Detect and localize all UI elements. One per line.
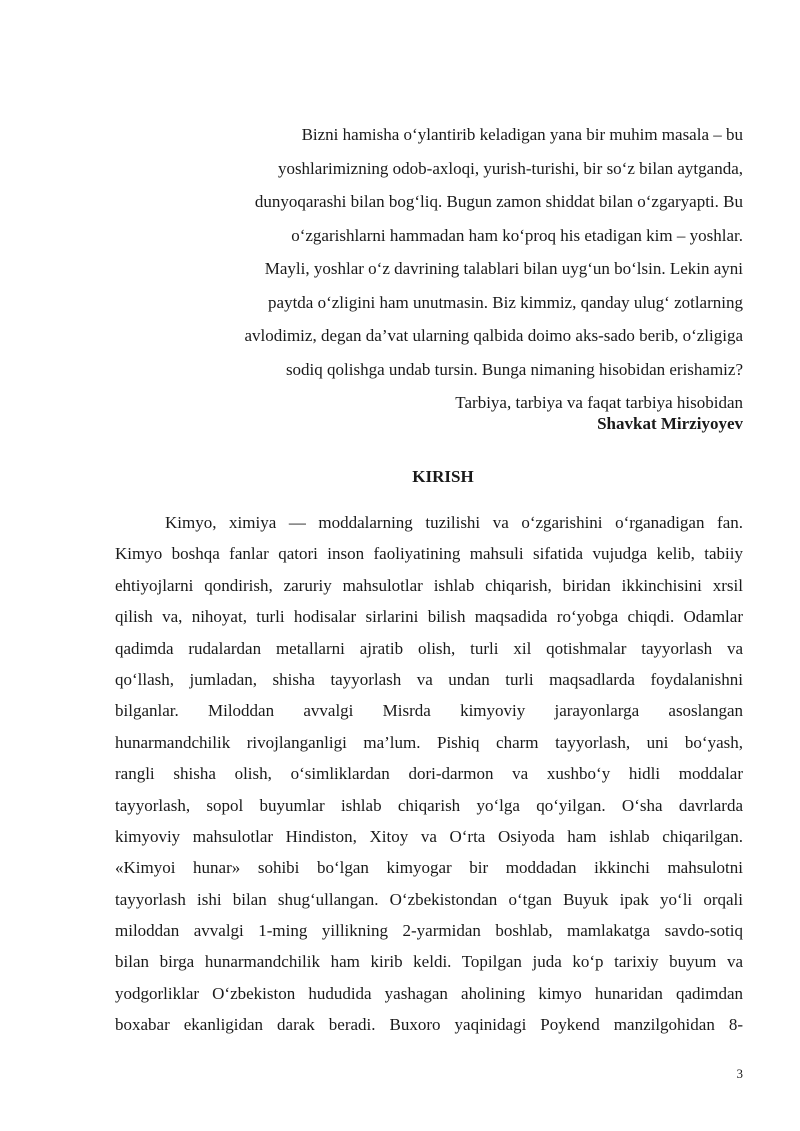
section-body [115, 507, 743, 1041]
epigraph-author: Shavkat Mirziyoyev [597, 414, 743, 433]
body-line: qo‘llash, jumladan, shisha tayyorlash va undan turli maqsadlarda foydalanishni [115, 669, 743, 689]
body-line: Kimyo, ximiya — moddalarning tuzilishi va o‘zgarishini o‘rganadigan fan. [165, 513, 743, 532]
body-line: hunarmandchilik rivojlanganligi ma’lum. Pishiq charm tayyorlash, uni bo‘yash, [115, 732, 743, 752]
body-line: Kimyo boshqa fanlar qatori inson faoliyatining mahsuli sifatida vujudga kelib, tabiiy [115, 544, 743, 564]
body-line: «Kimyoi hunar» sohibi bo‘lgan kimyogar bir moddadan ikkinchi mahsulotni [115, 858, 743, 878]
body-line: tayyorlash ishi bilan shug‘ullangan. O‘zbekistondan o‘tgan Buyuk ipak yo‘li orqali [115, 889, 743, 909]
epigraph-line: Bizni hamisha o‘ylantirib keladigan yana bir muhim masala – bu [301, 125, 743, 144]
section-heading: KIRISH [412, 467, 474, 486]
epigraph-line: Tarbiya, tarbiya va faqat tarbiya hisobidan [455, 393, 743, 412]
epigraph-line: avlodimiz, degan da’vat ularning qalbida doimo aks-sado berib, o‘zligiga [244, 326, 743, 345]
epigraph-line: yoshlarimizning odob-axloqi, yurish-turishi, bir so‘z bilan aytganda, [277, 158, 743, 178]
body-line: bilan birga hunarmandchilik ham kirib keldi. Topilgan juda ko‘p tarixiy buyum va [115, 952, 743, 972]
epigraph-line: sodiq qolishga undab tursin. Bunga nimaning hisobidan erishamiz? [285, 359, 743, 379]
body-line: qadimda rudalardan metallarni ajratib olish, turli xil qotishmalar tayyorlash va [115, 638, 743, 658]
body-line: kimyoviy mahsulotlar Hindiston, Xitoy va O‘rta Osiyoda ham ishlab chiqarilgan. [115, 826, 743, 846]
body-line: bilganlar. Miloddan avvalgi Misrda kimyoviy jarayonlarga asoslangan [115, 701, 743, 721]
epigraph-line: dunyoqarashi bilan bog‘liq. Bugun zamon shiddat bilan o‘zgaryapti. Bu [254, 192, 743, 211]
body-line: rangli shisha olish, o‘simliklardan dori-darmon va xushbo‘y hidli moddalar [115, 764, 743, 784]
page-number: 3 [736, 1066, 743, 1081]
body-line: qilish va, nihoyat, turli hodisalar sirlarini bilish maqsadida ro‘yobga chiqdi. Odamlar [115, 607, 743, 627]
body-line: yodgorliklar O‘zbekiston hududida yashagan aholining kimyo hunaridan qadimdan [115, 983, 743, 1003]
body-line: miloddan avvalgi 1-ming yillikning 2-yarmidan boshlab, mamlakatga savdo-sotiq [115, 921, 743, 941]
epigraph-quote [150, 118, 743, 420]
body-line: tayyorlash, sopol buyumlar ishlab chiqarish yo‘lga qo‘yilgan. O‘sha davrlarda [115, 795, 743, 815]
body-line: boxabar ekanligidan darak beradi. Buxoro yaqinidagi Poykend manzilgohidan 8- [115, 1015, 743, 1035]
epigraph-line: Mayli, yoshlar o‘z davrining talablari bilan uyg‘un bo‘lsin. Lekin ayni [264, 259, 743, 278]
epigraph-line: paytda o‘zligini ham unutmasin. Biz kimmiz, qanday ulug‘ zotlarning [268, 292, 743, 312]
epigraph-line: o‘zgarishlarni hammadan ham ko‘proq his etadigan kim – yoshlar. [291, 225, 743, 245]
body-line: ehtiyojlarni qondirish, zaruriy mahsulotlar ishlab chiqarish, biridan ikkinchisini xrsil [115, 575, 743, 595]
